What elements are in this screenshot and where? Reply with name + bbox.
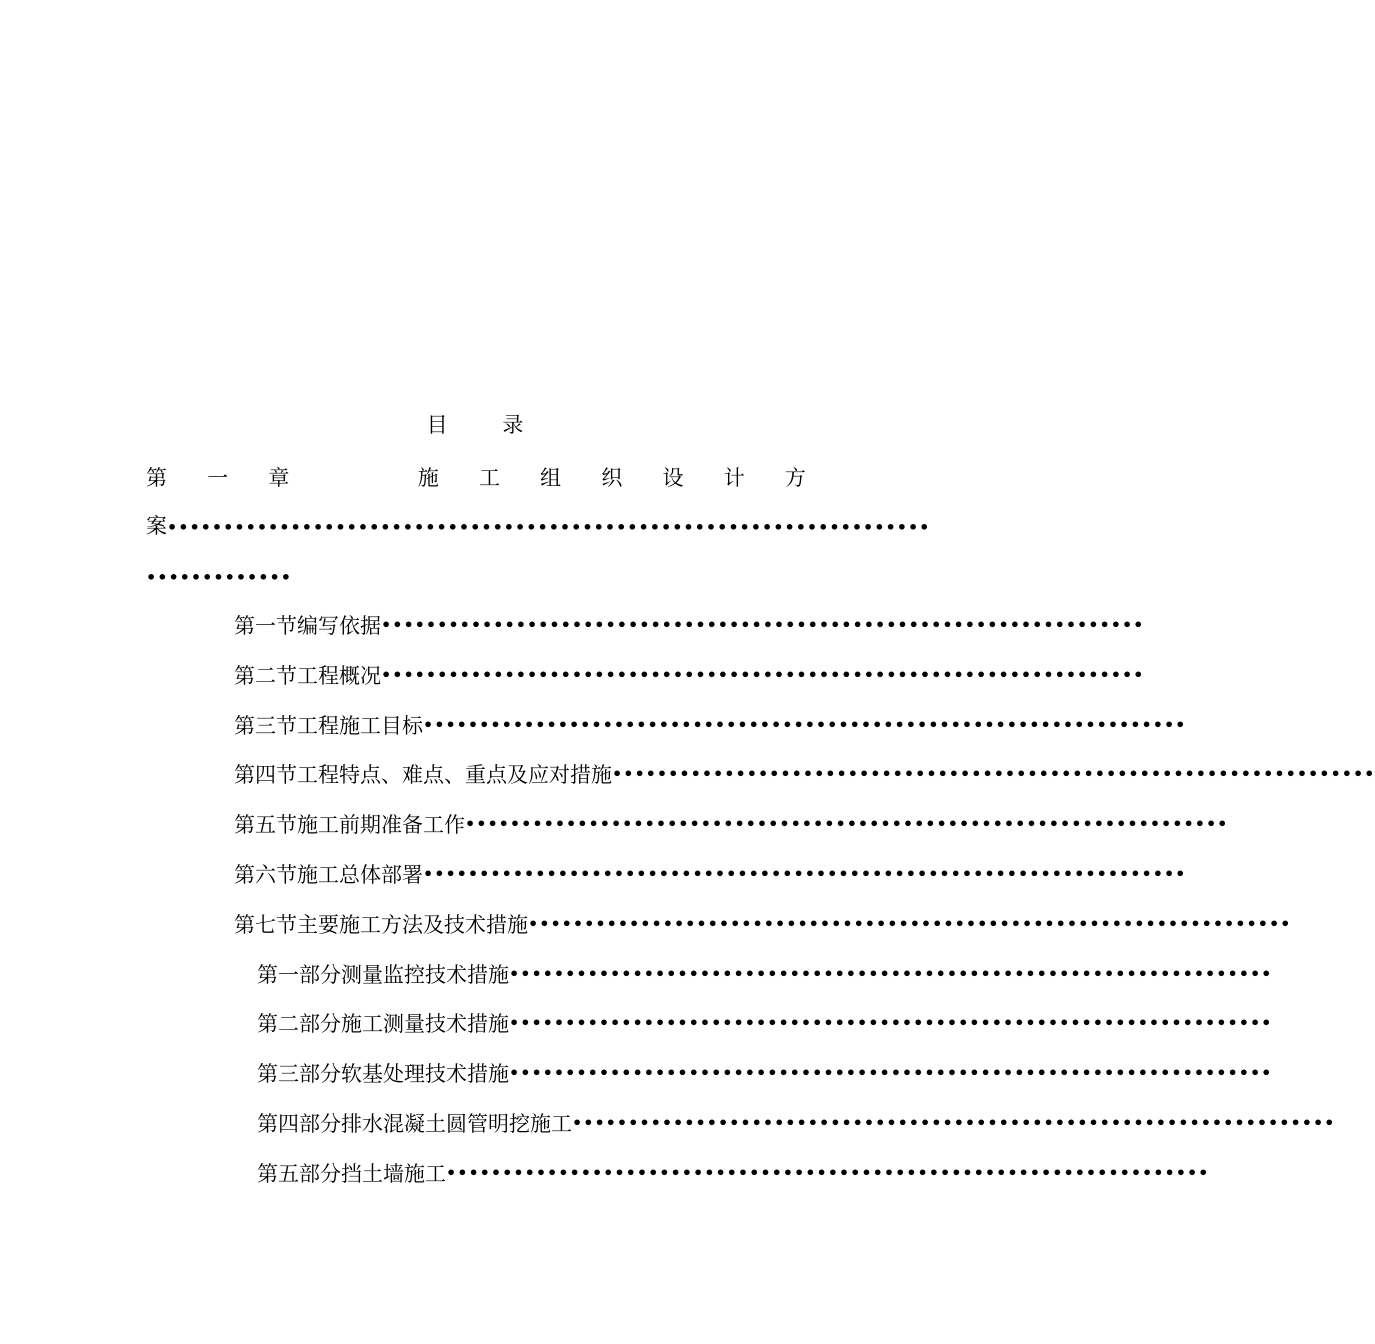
toc-entry-section[interactable] (234, 710, 1187, 740)
dot-leader: •••••••••••••••••••••••••••••••••••••••••••••••••••••••••••••••••••• (423, 715, 1187, 734)
toc-entry-number: 第二部分 (257, 1012, 341, 1036)
toc-entry-section[interactable] (234, 809, 1229, 839)
dot-leader: •••••••••••••••••••••••••••••••••••••••••••••••••••••••••••••••••••• (381, 665, 1145, 684)
chapter-title-char: 设 (662, 466, 684, 490)
chapter-title-last-char: 案 (146, 514, 167, 538)
chapter-title-char: 施 (417, 466, 439, 490)
toc-entry-number: 第二节 (234, 664, 297, 688)
toc-entry-title: 施工总体部署 (297, 863, 423, 887)
toc-entry-title: 施工前期准备工作 (297, 813, 465, 837)
chapter-heading-continuation[interactable] (146, 511, 931, 541)
dot-leader: ••••••••••••• (146, 567, 292, 587)
toc-entry-title: 工程概况 (297, 664, 381, 688)
toc-entry-number: 第七节 (234, 913, 297, 937)
dot-leader: •••••••••••••••••••••••••••••••••••••••••••••••••••••••••••••••••••• (572, 1113, 1336, 1132)
dot-leader: •••••••••••••••••••••••••••••••••••••••••••••••••••••••••••••••••••• (509, 1063, 1273, 1082)
toc-entry-part[interactable] (257, 1108, 1336, 1138)
chapter-title-char: 组 (540, 466, 562, 490)
toc-entry-section[interactable] (234, 909, 1292, 939)
toc-entry-part[interactable] (257, 959, 1273, 989)
dot-leader: •••••••••••••••••••••••••••••••••••••••••••••••••••••••••••••••••••• (167, 517, 931, 537)
toc-entry-section[interactable] (234, 660, 1145, 690)
dot-leader: •••••••••••••••••••••••••••••••••••••••••••••••••••••••••••••••••••• (446, 1163, 1210, 1182)
dot-leader: •••••••••••••••••••••••••••••••••••••••••••••••••••••••••••••••••••• (509, 1013, 1273, 1032)
chapter-leader-continuation (146, 561, 292, 593)
dot-leader: •••••••••••••••••••••••••••••••••••••••••••••••••••••••••••••••••••• (423, 864, 1187, 883)
toc-entry-title: 主要施工方法及技术措施 (297, 913, 528, 937)
toc-entry-section[interactable] (234, 759, 1375, 789)
toc-entry-number: 第一部分 (257, 963, 341, 987)
toc-entry-title: 测量监控技术措施 (341, 963, 509, 987)
toc-entry-number: 第三节 (234, 714, 297, 738)
dot-leader: •••••••••••••••••••••••••••••••••••••••••••••••••••••••••••••••••••• (528, 914, 1292, 933)
toc-entry-number: 第五部分 (257, 1162, 341, 1186)
toc-entry-number: 第五节 (234, 813, 297, 837)
dot-leader: •••••••••••••••••••••••••••••••••••••••••••••••••••••••••••••••••••• (612, 764, 1375, 783)
toc-entry-title: 工程施工目标 (297, 714, 423, 738)
chapter-title-char: 方 (784, 466, 806, 490)
toc-entry-part[interactable] (257, 1158, 1210, 1188)
chapter-title-char: 工 (478, 466, 500, 490)
toc-entry-section[interactable] (234, 610, 1145, 640)
chapter-char: 第 (146, 466, 167, 490)
toc-title: 目 录 (426, 413, 548, 437)
toc-entry-section[interactable] (234, 859, 1187, 889)
chapter-title-char: 织 (601, 466, 623, 490)
toc-entry-title: 编写依据 (297, 614, 381, 638)
toc-entry-title: 施工测量技术措施 (341, 1012, 509, 1036)
dot-leader: •••••••••••••••••••••••••••••••••••••••••••••••••••••••••••••••••••• (509, 964, 1273, 983)
toc-entry-title: 排水混凝土圆管明挖施工 (341, 1112, 572, 1136)
toc-entry-number: 第六节 (234, 863, 297, 887)
toc-entry-title: 挡土墙施工 (341, 1162, 446, 1186)
toc-entry-part[interactable] (257, 1058, 1273, 1088)
toc-entry-number: 第三部分 (257, 1062, 341, 1086)
toc-entry-part[interactable] (257, 1008, 1273, 1038)
dot-leader: •••••••••••••••••••••••••••••••••••••••••••••••••••••••••••••••••••• (465, 814, 1229, 833)
toc-entry-number: 第四节 (234, 763, 297, 787)
dot-leader: •••••••••••••••••••••••••••••••••••••••••••••••••••••••••••••••••••• (381, 615, 1145, 634)
chapter-title-char: 计 (723, 466, 745, 490)
toc-entry-title: 软基处理技术措施 (341, 1062, 509, 1086)
chapter-char: 一 (207, 466, 229, 490)
toc-entry-title: 工程特点、难点、重点及应对措施 (297, 763, 612, 787)
toc-entry-number: 第一节 (234, 614, 297, 638)
toc-entry-number: 第四部分 (257, 1112, 341, 1136)
chapter-char: 章 (268, 466, 290, 490)
chapter-heading[interactable] (146, 462, 806, 492)
